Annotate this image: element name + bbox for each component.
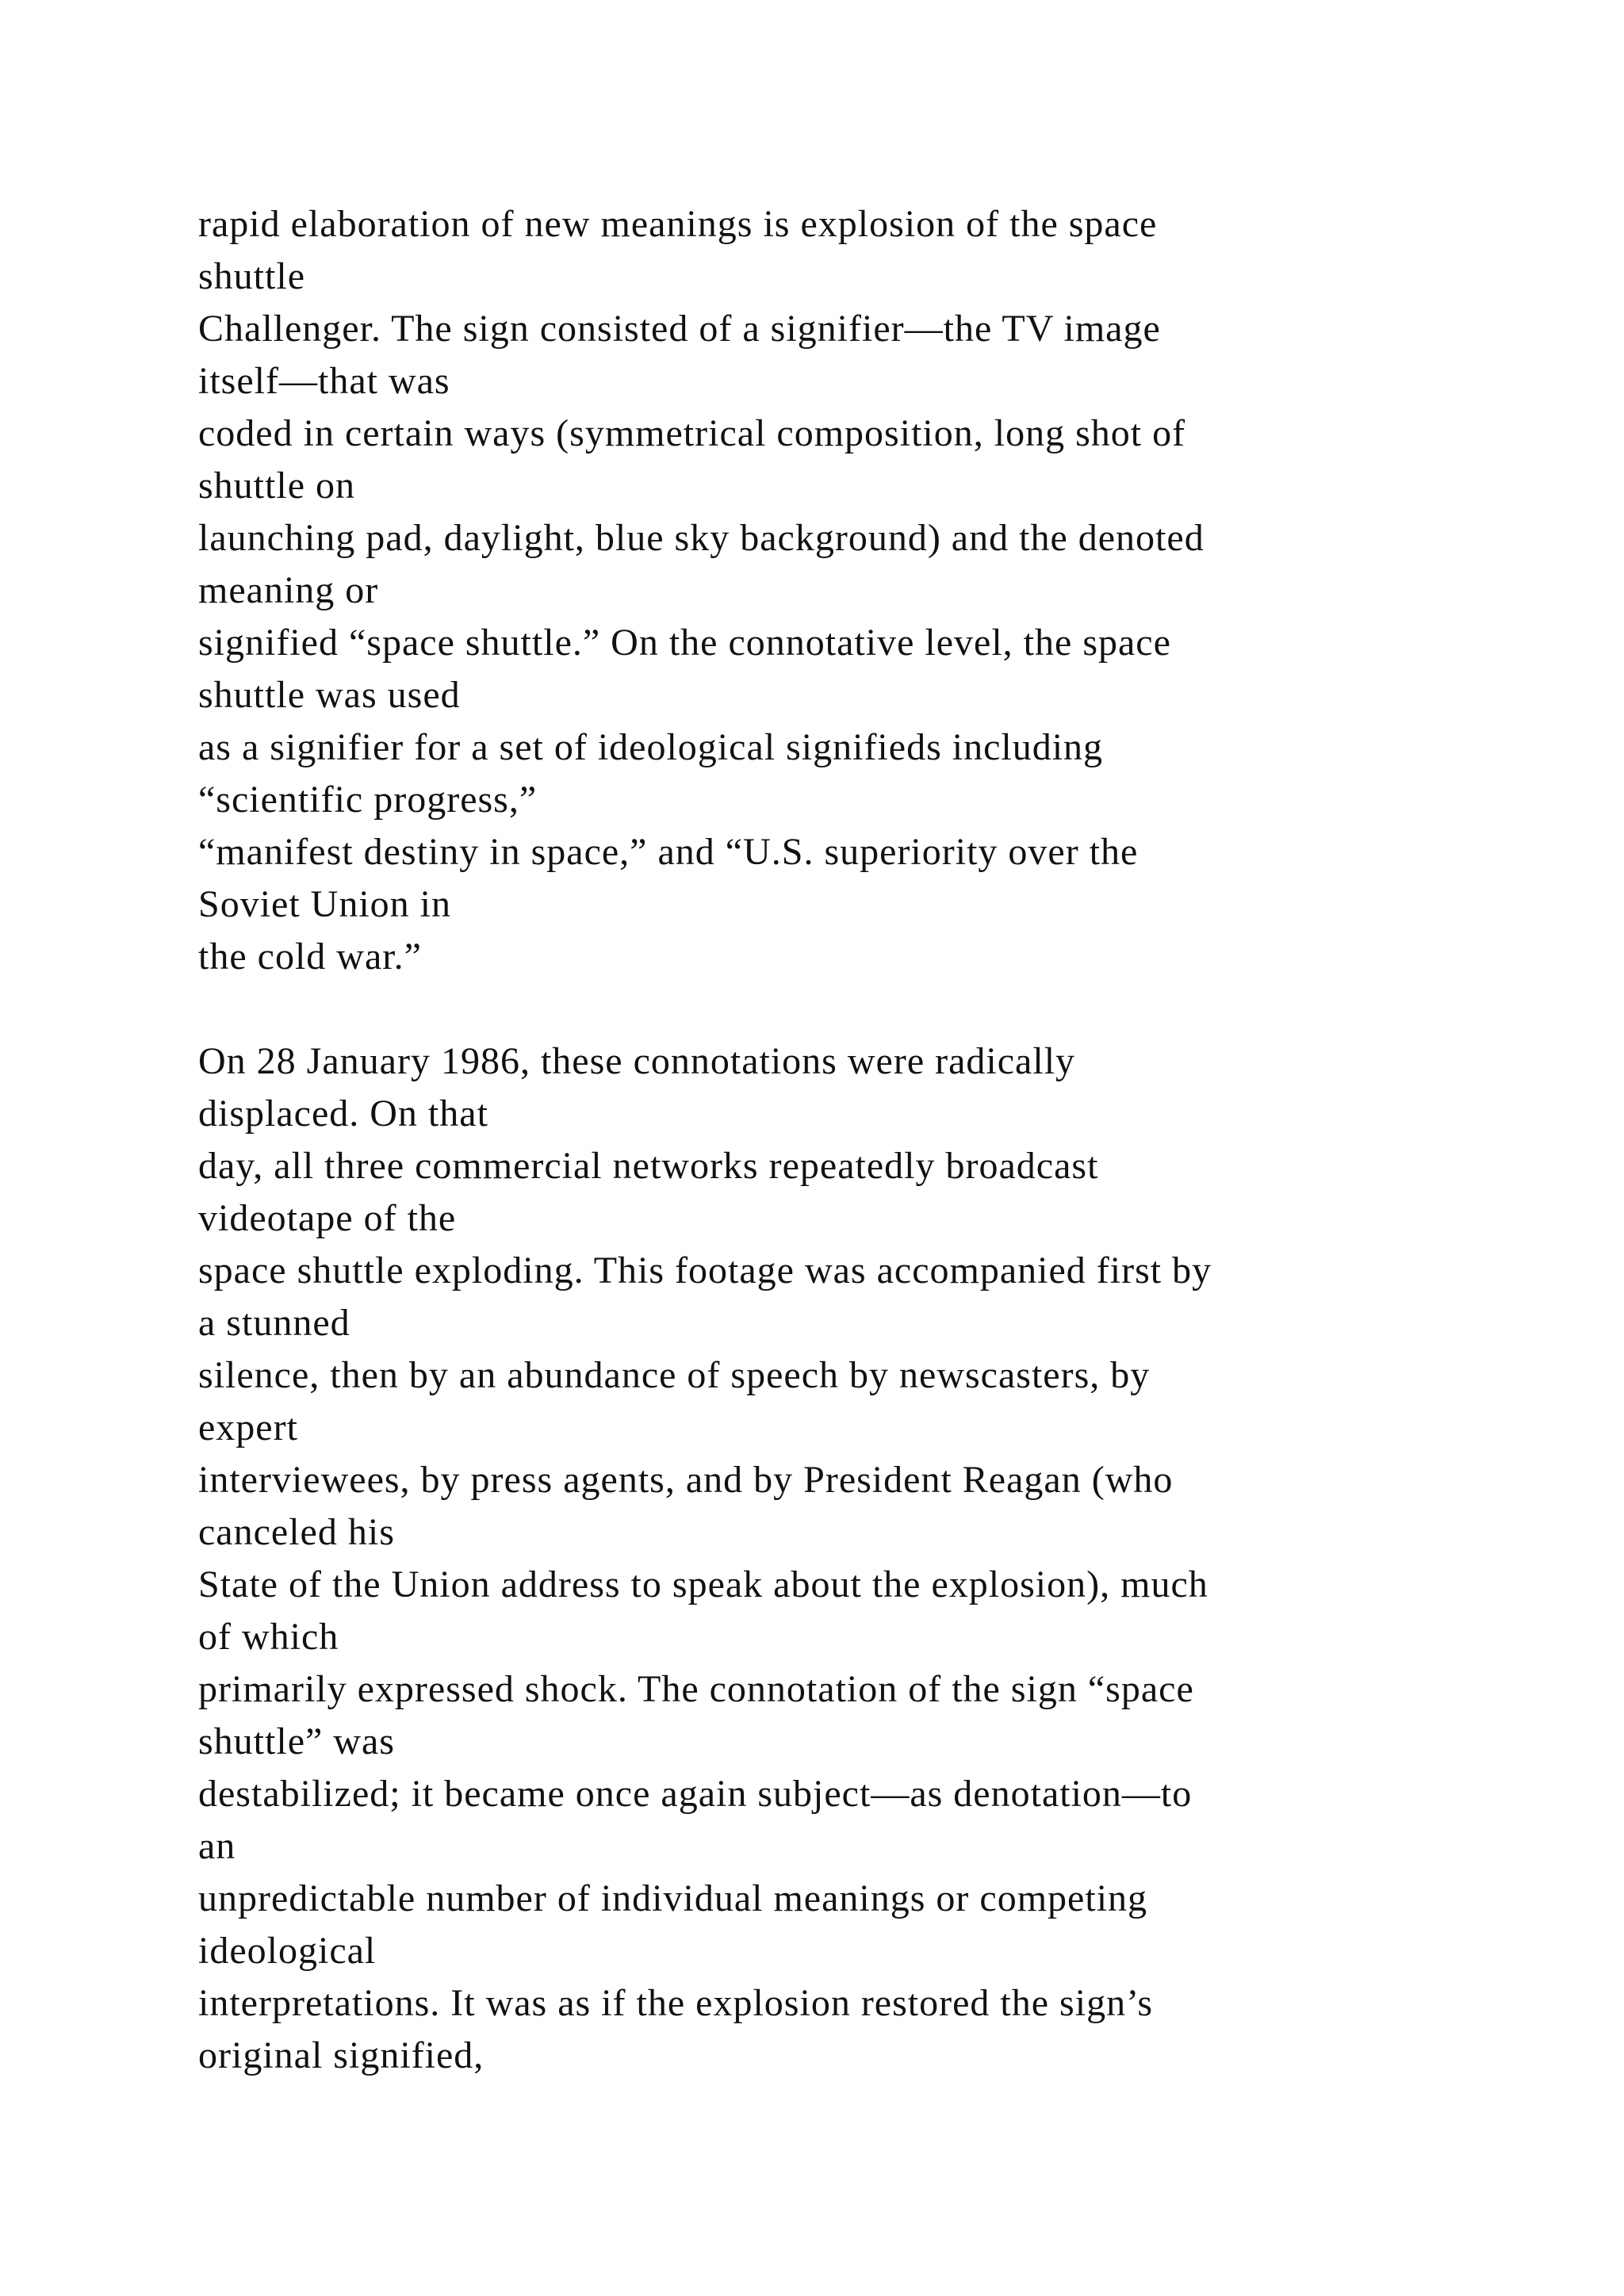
text-line: interpretations. It was as if the explosion restored the sign’s [198, 1982, 1154, 2024]
paragraph-2 [198, 1035, 1507, 2082]
text-line: space shuttle exploding. This footage was accompanied first by [198, 1249, 1212, 1292]
text-line: On 28 January 1986, these connotations were radically [198, 1040, 1076, 1082]
text-line: shuttle” was [198, 1720, 395, 1762]
document-page [198, 198, 1507, 2082]
text-line: State of the Union address to speak about the explosion), much [198, 1563, 1208, 1605]
text-line: silence, then by an abundance of speech by newscasters, by [198, 1354, 1151, 1396]
text-line: Challenger. The sign consisted of a signifier—the TV image [198, 308, 1161, 350]
text-line: an [198, 1825, 236, 1867]
text-line: unpredictable number of individual meanings or competing [198, 1877, 1148, 1919]
text-line: day, all three commercial networks repeatedly broadcast [198, 1145, 1099, 1187]
text-line: of which [198, 1616, 339, 1658]
paragraph-1 [198, 198, 1507, 983]
text-line: displaced. On that [198, 1093, 488, 1135]
text-line: coded in certain ways (symmetrical composition, long shot of [198, 412, 1186, 454]
text-line: videotape of the [198, 1197, 457, 1239]
text-line: expert [198, 1406, 298, 1448]
text-line: itself—that was [198, 360, 450, 402]
text-line: primarily expressed shock. The connotation of the sign “space [198, 1668, 1194, 1710]
text-line: a stunned [198, 1302, 350, 1344]
text-line: “scientific progress,” [198, 779, 538, 821]
text-line: canceled his [198, 1511, 395, 1553]
text-line: “manifest destiny in space,” and “U.S. superiority over the [198, 831, 1139, 873]
text-line: interviewees, by press agents, and by President Reagan (who [198, 1459, 1174, 1501]
text-line: original signified, [198, 2034, 485, 2076]
text-line: Soviet Union in [198, 883, 452, 925]
text-line: signified “space shuttle.” On the connotative level, the space [198, 622, 1171, 664]
text-line: as a signifier for a set of ideological signifieds including [198, 726, 1104, 768]
text-line: the cold war.” [198, 936, 422, 978]
paragraph-gap [198, 983, 1507, 1035]
text-line: rapid elaboration of new meanings is explosion of the space [198, 203, 1158, 245]
text-line: shuttle [198, 255, 305, 297]
text-line: launching pad, daylight, blue sky background) and the denoted [198, 517, 1205, 559]
text-line: meaning or [198, 569, 379, 611]
text-line: ideological [198, 1930, 377, 1972]
text-line: shuttle was used [198, 674, 461, 716]
text-line: shuttle on [198, 465, 355, 507]
text-line: destabilized; it became once again subject—as denotation—to [198, 1773, 1193, 1815]
